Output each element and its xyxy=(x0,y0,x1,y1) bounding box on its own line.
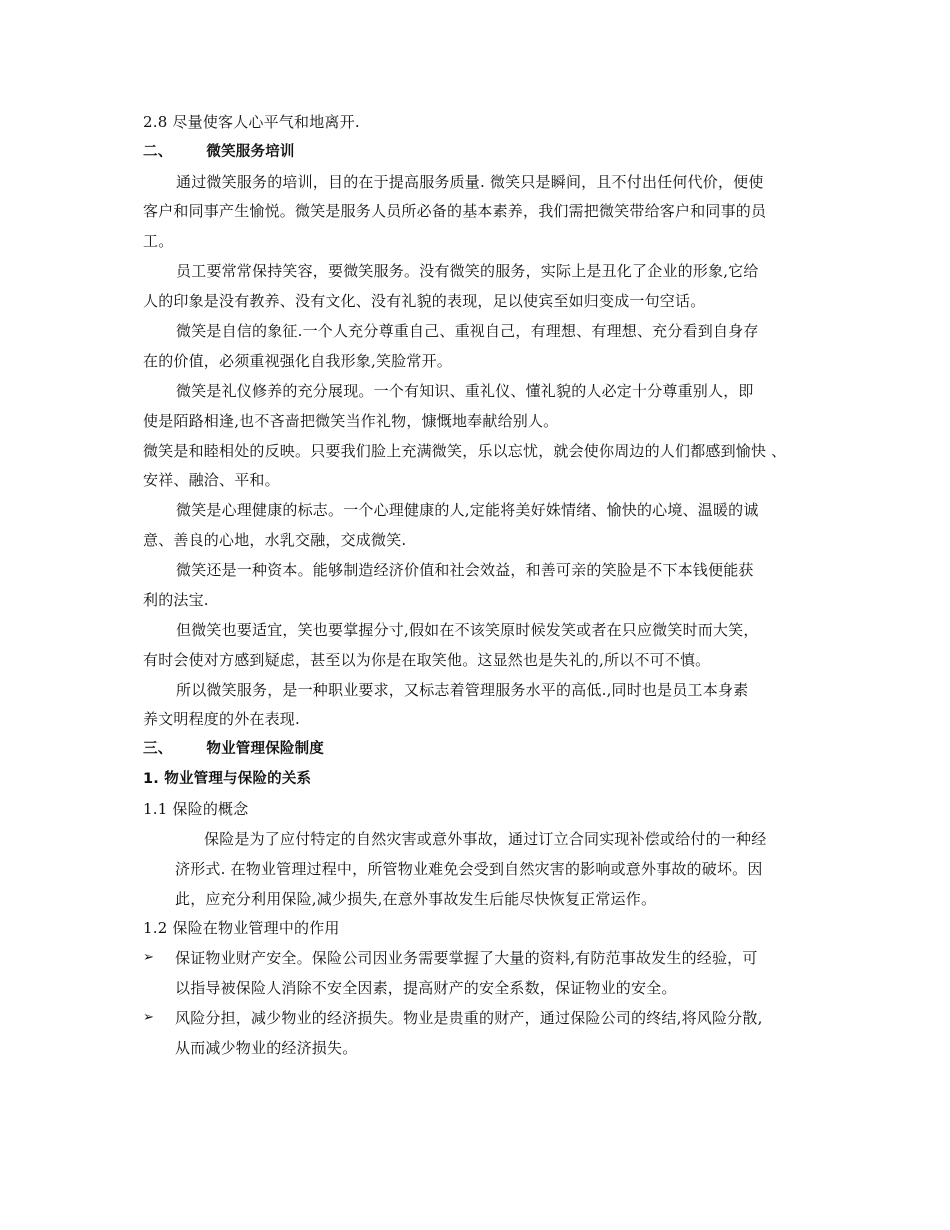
item-1-1: 1.1 保险的概念 xyxy=(143,800,249,818)
paragraph-line: 员工要常常保持笑容，要微笑服务。没有微笑的服务，实际上是丑化了企业的形象,它给 xyxy=(176,262,759,280)
paragraph-line: 安祥、融洽、平和。 xyxy=(143,471,280,489)
paragraph-line: 但微笑也要适宜，笑也要掌握分寸,假如在不该笑原时候发笑或者在只应微笑时而大笑， xyxy=(176,621,759,639)
paragraph-line: 意、善良的心地，水乳交融，交成微笑. xyxy=(143,531,407,549)
paragraph-line: 客户和同事产生愉悦。微笑是服务人员所必备的基本素养，我们需把微笑带给客户和同事的员 xyxy=(143,202,767,220)
paragraph-line: 所以微笑服务，是一种职业要求，又标志着管理服务水平的高低.,同时也是员工本身素 xyxy=(176,681,749,699)
section-heading-2 xyxy=(143,142,295,162)
paragraph-line: 微笑还是一种资本。能够制造经济价值和社会效益，和善可亲的笑脸是不下本钱便能获 xyxy=(176,561,754,579)
paragraph-line: 工。 xyxy=(143,232,174,250)
section-heading-3 xyxy=(143,739,324,759)
paragraph-line: 养文明程度的外在表现. xyxy=(143,710,300,728)
item-2-8: 2.8 尽量使客人心平气和地离开. xyxy=(143,113,360,131)
bullet-line: 风险分担，减少物业的经济损失。物业是贵重的财产，通过保险公司的终结,将风险分散, xyxy=(175,1009,763,1027)
paragraph-line: 人的印象是没有教养、没有文化、没有礼貌的表现，足以使宾至如归变成一句空话。 xyxy=(143,292,706,310)
paragraph-line: 微笑是礼仪修养的充分展现。一个有知识、重礼仪、懂礼貌的人必定十分尊重别人，即 xyxy=(176,382,754,400)
section-title: 物业管理保险制度 xyxy=(206,741,325,757)
bullet-line: 保证物业财产安全。保险公司因业务需要掌握了大量的资料,有防范事故发生的经验，可 xyxy=(175,949,758,967)
section-number: 二、 xyxy=(143,144,173,160)
paragraph-line: 保险是为了应付特定的自然灾害或意外事故，通过订立合同实现补偿或给付的一种经 xyxy=(204,830,767,848)
section-number: 三、 xyxy=(143,741,173,757)
item-1-2: 1.2 保险在物业管理中的作用 xyxy=(143,919,340,937)
paragraph-line: 通过微笑服务的培训，目的在于提高服务质量. 微笑只是瞬间，且不付出任何代价，便使 xyxy=(176,173,764,191)
bullet-line: 从而减少物业的经济损失。 xyxy=(175,1039,358,1057)
paragraph-line: 利的法宝. xyxy=(143,591,209,609)
arrow-bullet-icon: ➢ xyxy=(143,950,154,965)
paragraph-line: 微笑是自信的象征.一个人充分尊重自己、重视自己，有理想、有理想、充分看到自身存 xyxy=(176,322,759,340)
paragraph-line: 微笑是和睦相处的反映。只要我们脸上充满微笑，乐以忘忧，就会使你周边的人们都感到愉快 、 xyxy=(143,442,787,460)
paragraph-line: 济形式. 在物业管理过程中，所管物业难免会受到自然灾害的影响或意外事故的破坏。因 xyxy=(175,860,763,878)
paragraph-line: 微笑是心理健康的标志。一个心理健康的人,定能将美好姝情绪、愉快的心境、温暖的诚 xyxy=(176,501,759,519)
paragraph-line: 有时会使对方感到疑虑，甚至以为你是在取笑他。这显然也是失礼的,所以不可不慎。 xyxy=(143,651,711,669)
paragraph-line: 在的价值，必须重视强化自我形象,笑脸常开。 xyxy=(143,352,452,370)
paragraph-line: 此，应充分利用保险,减少损失,在意外事故发生后能尽快恢复正常运作。 xyxy=(175,890,657,908)
section-title: 微笑服务培训 xyxy=(206,144,295,160)
bullet-line: 以指导被保险人消除不安全因素，提高财产的安全系数，保证物业的安全。 xyxy=(175,979,677,997)
arrow-bullet-icon: ➢ xyxy=(143,1010,154,1025)
paragraph-line: 使是陌路相逢,也不吝啬把微笑当作礼物，慷慨地奉献给别人。 xyxy=(143,412,559,430)
subsection-heading: 1. 物业管理与保险的关系 xyxy=(143,771,312,787)
